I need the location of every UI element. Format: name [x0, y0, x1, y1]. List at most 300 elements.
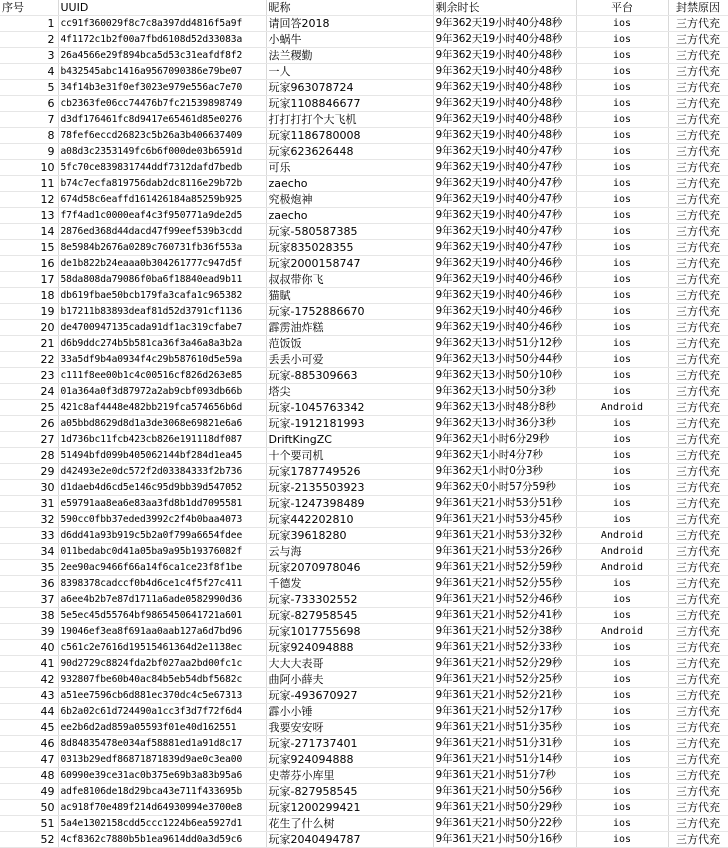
cell-no[interactable]: 2 — [0, 32, 58, 48]
cell-reason[interactable]: 三方代充 — [668, 80, 728, 96]
cell-nickname[interactable]: 究极炮神 — [266, 192, 433, 208]
cell-no[interactable]: 10 — [0, 160, 58, 176]
cell-platform[interactable]: ios — [576, 16, 668, 32]
cell-no[interactable]: 25 — [0, 400, 58, 416]
cell-no[interactable]: 5 — [0, 80, 58, 96]
cell-nickname[interactable]: 玩家-1912181993 — [266, 416, 433, 432]
cell-remaining[interactable]: 9年361天21小时52分38秒 — [433, 624, 576, 640]
cell-platform[interactable]: ios — [576, 416, 668, 432]
cell-uuid[interactable]: f7f4ad1c0000eaf4c3f950771a9de2d5 — [58, 208, 266, 224]
cell-uuid[interactable]: 1d736bc11fcb423cb826e191118df087 — [58, 432, 266, 448]
cell-no[interactable]: 49 — [0, 784, 58, 800]
cell-uuid[interactable]: de1b822b24eaaa0b304261777c947d5f — [58, 256, 266, 272]
cell-reason[interactable]: 三方代充 — [668, 304, 728, 320]
cell-reason[interactable]: 三方代充 — [668, 672, 728, 688]
cell-remaining[interactable]: 9年362天19小时40分47秒 — [433, 240, 576, 256]
cell-remaining[interactable]: 9年361天21小时51分7秒 — [433, 768, 576, 784]
cell-reason[interactable]: 三方代充 — [668, 400, 728, 416]
cell-nickname[interactable]: 玩家-827958545 — [266, 608, 433, 624]
cell-remaining[interactable]: 9年361天21小时51分35秒 — [433, 720, 576, 736]
cell-uuid[interactable]: 4f1172c1b2f00a7fbd6108d52d33083a — [58, 32, 266, 48]
cell-platform[interactable]: ios — [576, 192, 668, 208]
cell-platform[interactable]: ios — [576, 432, 668, 448]
cell-uuid[interactable]: e59791aa8ea6e83aa3fd8b1dd7095581 — [58, 496, 266, 512]
cell-remaining[interactable]: 9年362天0小时57分59秒 — [433, 480, 576, 496]
cell-uuid[interactable]: 19046ef3ea8f691aa0aab127a6d7bd96 — [58, 624, 266, 640]
cell-uuid[interactable]: 33a5df9b4a0934f4c29b587610d5e59a — [58, 352, 266, 368]
cell-no[interactable]: 12 — [0, 192, 58, 208]
cell-no[interactable]: 40 — [0, 640, 58, 656]
cell-reason[interactable]: 三方代充 — [668, 576, 728, 592]
cell-platform[interactable]: Android — [576, 624, 668, 640]
cell-platform[interactable]: ios — [576, 512, 668, 528]
cell-no[interactable]: 43 — [0, 688, 58, 704]
cell-no[interactable]: 16 — [0, 256, 58, 272]
cell-uuid[interactable]: 421c8af4448e482bb219fca574656b6d — [58, 400, 266, 416]
cell-no[interactable]: 26 — [0, 416, 58, 432]
cell-uuid[interactable]: 90d2729c8824fda2bf027aa2bd00fc1c — [58, 656, 266, 672]
header-reason[interactable]: 封禁原因 — [668, 0, 728, 16]
cell-uuid[interactable]: 58da808da79086f0ba6f18840ead9b11 — [58, 272, 266, 288]
cell-remaining[interactable]: 9年362天19小时40分46秒 — [433, 256, 576, 272]
cell-no[interactable]: 39 — [0, 624, 58, 640]
cell-reason[interactable]: 三方代充 — [668, 256, 728, 272]
cell-uuid[interactable]: b17211b83893deaf81d52d3791cf1136 — [58, 304, 266, 320]
cell-no[interactable]: 23 — [0, 368, 58, 384]
cell-platform[interactable]: ios — [576, 112, 668, 128]
cell-nickname[interactable]: zaecho — [266, 176, 433, 192]
cell-no[interactable]: 35 — [0, 560, 58, 576]
cell-platform[interactable]: ios — [576, 384, 668, 400]
cell-remaining[interactable]: 9年362天19小时40分47秒 — [433, 176, 576, 192]
cell-nickname[interactable]: 可乐 — [266, 160, 433, 176]
cell-no[interactable]: 52 — [0, 832, 58, 848]
cell-no[interactable]: 21 — [0, 336, 58, 352]
cell-reason[interactable]: 三方代充 — [668, 416, 728, 432]
cell-platform[interactable]: Android — [576, 400, 668, 416]
cell-platform[interactable]: ios — [576, 672, 668, 688]
cell-nickname[interactable]: 花生了什么树 — [266, 816, 433, 832]
cell-no[interactable]: 27 — [0, 432, 58, 448]
cell-platform[interactable]: ios — [576, 160, 668, 176]
cell-reason[interactable]: 三方代充 — [668, 608, 728, 624]
cell-remaining[interactable]: 9年362天19小时40分46秒 — [433, 304, 576, 320]
cell-reason[interactable]: 三方代充 — [668, 224, 728, 240]
cell-uuid[interactable]: 51494bfd099b405062144bf284d1ea45 — [58, 448, 266, 464]
cell-uuid[interactable]: ac918f70e489f214d64930994e3700e8 — [58, 800, 266, 816]
cell-reason[interactable]: 三方代充 — [668, 208, 728, 224]
cell-nickname[interactable]: 玩家924094888 — [266, 640, 433, 656]
cell-platform[interactable]: ios — [576, 80, 668, 96]
cell-remaining[interactable]: 9年361天21小时52分17秒 — [433, 704, 576, 720]
cell-reason[interactable]: 三方代充 — [668, 704, 728, 720]
cell-nickname[interactable]: 玩家1186780008 — [266, 128, 433, 144]
cell-nickname[interactable]: 范饭饭 — [266, 336, 433, 352]
cell-nickname[interactable]: 玩家1787749526 — [266, 464, 433, 480]
cell-nickname[interactable]: 玩家2070978046 — [266, 560, 433, 576]
cell-remaining[interactable]: 9年361天21小时52分29秒 — [433, 656, 576, 672]
cell-remaining[interactable]: 9年362天19小时40分48秒 — [433, 96, 576, 112]
cell-reason[interactable]: 三方代充 — [668, 112, 728, 128]
cell-remaining[interactable]: 9年361天21小时53分45秒 — [433, 512, 576, 528]
cell-uuid[interactable]: 8398378cadccf0b4d6ce1c4f5f27c411 — [58, 576, 266, 592]
cell-platform[interactable]: ios — [576, 608, 668, 624]
cell-nickname[interactable]: 玩家-2135503923 — [266, 480, 433, 496]
cell-no[interactable]: 34 — [0, 544, 58, 560]
cell-remaining[interactable]: 9年362天19小时40分48秒 — [433, 16, 576, 32]
cell-reason[interactable]: 三方代充 — [668, 816, 728, 832]
cell-uuid[interactable]: a51ee7596cb6d881ec370dc4c5e67313 — [58, 688, 266, 704]
cell-platform[interactable]: ios — [576, 128, 668, 144]
header-no[interactable]: 序号 — [0, 0, 58, 16]
cell-remaining[interactable]: 9年362天13小时50分44秒 — [433, 352, 576, 368]
cell-nickname[interactable]: 玩家-1752886670 — [266, 304, 433, 320]
cell-no[interactable]: 3 — [0, 48, 58, 64]
cell-remaining[interactable]: 9年361天21小时50分56秒 — [433, 784, 576, 800]
cell-uuid[interactable]: b74c7ecfa819756dab2dc8116e29b72b — [58, 176, 266, 192]
cell-remaining[interactable]: 9年362天19小时40分48秒 — [433, 112, 576, 128]
cell-nickname[interactable]: 玩家1200299421 — [266, 800, 433, 816]
cell-nickname[interactable]: 玩家2040494787 — [266, 832, 433, 848]
cell-nickname[interactable]: 玩家623626448 — [266, 144, 433, 160]
cell-nickname[interactable]: 玩家2000158747 — [266, 256, 433, 272]
cell-nickname[interactable]: 玩家-1247398489 — [266, 496, 433, 512]
cell-platform[interactable]: ios — [576, 336, 668, 352]
cell-no[interactable]: 37 — [0, 592, 58, 608]
cell-platform[interactable]: ios — [576, 640, 668, 656]
cell-platform[interactable]: ios — [576, 752, 668, 768]
cell-uuid[interactable]: 674d58c6eaffd161426184a85259b925 — [58, 192, 266, 208]
cell-platform[interactable]: ios — [576, 224, 668, 240]
cell-platform[interactable]: ios — [576, 320, 668, 336]
cell-platform[interactable]: ios — [576, 496, 668, 512]
cell-no[interactable]: 24 — [0, 384, 58, 400]
cell-reason[interactable]: 三方代充 — [668, 48, 728, 64]
cell-reason[interactable]: 三方代充 — [668, 448, 728, 464]
cell-reason[interactable]: 三方代充 — [668, 352, 728, 368]
cell-remaining[interactable]: 9年362天19小时40分48秒 — [433, 80, 576, 96]
cell-remaining[interactable]: 9年361天21小时52分25秒 — [433, 672, 576, 688]
cell-reason[interactable]: 三方代充 — [668, 32, 728, 48]
cell-nickname[interactable]: 玩家39618280 — [266, 528, 433, 544]
cell-no[interactable]: 15 — [0, 240, 58, 256]
cell-no[interactable]: 44 — [0, 704, 58, 720]
cell-reason[interactable]: 三方代充 — [668, 544, 728, 560]
cell-remaining[interactable]: 9年362天19小时40分46秒 — [433, 288, 576, 304]
cell-uuid[interactable]: 8d84835478e034af58881ed1a91d8c17 — [58, 736, 266, 752]
cell-remaining[interactable]: 9年361天21小时51分14秒 — [433, 752, 576, 768]
cell-reason[interactable]: 三方代充 — [668, 16, 728, 32]
cell-remaining[interactable]: 9年362天19小时40分48秒 — [433, 128, 576, 144]
cell-platform[interactable]: ios — [576, 48, 668, 64]
header-nickname[interactable]: 昵称 — [266, 0, 433, 16]
cell-nickname[interactable]: 小蜗牛 — [266, 32, 433, 48]
cell-no[interactable]: 46 — [0, 736, 58, 752]
cell-reason[interactable]: 三方代充 — [668, 592, 728, 608]
cell-uuid[interactable]: cc91f360029f8c7c8a397dd4816f5a9f — [58, 16, 266, 32]
cell-platform[interactable]: ios — [576, 176, 668, 192]
cell-reason[interactable]: 三方代充 — [668, 656, 728, 672]
cell-no[interactable]: 28 — [0, 448, 58, 464]
cell-platform[interactable]: ios — [576, 800, 668, 816]
cell-uuid[interactable]: 60990e39ce31ac0b375e69b3a83b95a6 — [58, 768, 266, 784]
cell-nickname[interactable]: 法兰稷勤 — [266, 48, 433, 64]
cell-nickname[interactable]: 玩家-827958545 — [266, 784, 433, 800]
cell-reason[interactable]: 三方代充 — [668, 688, 728, 704]
cell-nickname[interactable]: 一人 — [266, 64, 433, 80]
cell-reason[interactable]: 三方代充 — [668, 336, 728, 352]
cell-platform[interactable]: ios — [576, 240, 668, 256]
cell-platform[interactable]: ios — [576, 656, 668, 672]
cell-no[interactable]: 9 — [0, 144, 58, 160]
cell-nickname[interactable]: 玩家-885309663 — [266, 368, 433, 384]
cell-uuid[interactable]: d3df176461fc8d9417e65461d85e0276 — [58, 112, 266, 128]
cell-remaining[interactable]: 9年361天21小时52分41秒 — [433, 608, 576, 624]
cell-no[interactable]: 42 — [0, 672, 58, 688]
cell-uuid[interactable]: 932807fbe60b40ac84b5eb54dbf5682c — [58, 672, 266, 688]
cell-remaining[interactable]: 9年362天19小时40分48秒 — [433, 64, 576, 80]
cell-remaining[interactable]: 9年362天13小时50分3秒 — [433, 384, 576, 400]
cell-reason[interactable]: 三方代充 — [668, 768, 728, 784]
cell-uuid[interactable]: 8e5984b2676a0289c760731fb36f553a — [58, 240, 266, 256]
cell-nickname[interactable]: 玩家-733302552 — [266, 592, 433, 608]
cell-uuid[interactable]: a08d3c2353149fc6b6f000de03b6591d — [58, 144, 266, 160]
cell-remaining[interactable]: 9年362天19小时40分47秒 — [433, 160, 576, 176]
cell-platform[interactable]: ios — [576, 32, 668, 48]
cell-no[interactable]: 48 — [0, 768, 58, 784]
cell-nickname[interactable]: 打打打打个大飞机 — [266, 112, 433, 128]
cell-no[interactable]: 22 — [0, 352, 58, 368]
cell-no[interactable]: 19 — [0, 304, 58, 320]
cell-nickname[interactable]: 猫賦 — [266, 288, 433, 304]
cell-nickname[interactable]: 玩家-271737401 — [266, 736, 433, 752]
cell-uuid[interactable]: b432545abc1416a9567090386e79be07 — [58, 64, 266, 80]
cell-remaining[interactable]: 9年362天13小时36分3秒 — [433, 416, 576, 432]
cell-no[interactable]: 4 — [0, 64, 58, 80]
cell-reason[interactable]: 三方代充 — [668, 320, 728, 336]
cell-nickname[interactable]: 玩家1108846677 — [266, 96, 433, 112]
cell-platform[interactable]: ios — [576, 592, 668, 608]
cell-platform[interactable]: ios — [576, 464, 668, 480]
cell-uuid[interactable]: 5a4e1302158cdd5ccc1224b6ea5927d1 — [58, 816, 266, 832]
cell-uuid[interactable]: ee2b6d2ad859a05593f01e40d162551 — [58, 720, 266, 736]
cell-nickname[interactable]: 曲阿小薛夫 — [266, 672, 433, 688]
cell-uuid[interactable]: d6dd41a93b919c5b2a0f799a6654fdee — [58, 528, 266, 544]
cell-uuid[interactable]: 6b2a02c61d724490a1cc3f3d7f72f6d4 — [58, 704, 266, 720]
cell-nickname[interactable]: 玩家924094888 — [266, 752, 433, 768]
cell-reason[interactable]: 三方代充 — [668, 384, 728, 400]
cell-remaining[interactable]: 9年361天21小时52分55秒 — [433, 576, 576, 592]
cell-no[interactable]: 30 — [0, 480, 58, 496]
cell-nickname[interactable]: 请回答2018 — [266, 16, 433, 32]
cell-no[interactable]: 13 — [0, 208, 58, 224]
cell-uuid[interactable]: 5fc70ce839831744ddf7312dafd7bedb — [58, 160, 266, 176]
cell-no[interactable]: 18 — [0, 288, 58, 304]
cell-uuid[interactable]: 011bedabc0d41a05ba9a95b19376082f — [58, 544, 266, 560]
cell-platform[interactable]: Android — [576, 544, 668, 560]
cell-remaining[interactable]: 9年362天19小时40分46秒 — [433, 272, 576, 288]
cell-nickname[interactable]: 霹小小锤 — [266, 704, 433, 720]
cell-remaining[interactable]: 9年361天21小时53分32秒 — [433, 528, 576, 544]
cell-reason[interactable]: 三方代充 — [668, 64, 728, 80]
cell-uuid[interactable]: a6ee4b2b7e87d1711a6ade0582990d36 — [58, 592, 266, 608]
cell-uuid[interactable]: adfe8106de18d29bca43e711f433695b — [58, 784, 266, 800]
cell-remaining[interactable]: 9年362天13小时51分12秒 — [433, 336, 576, 352]
cell-reason[interactable]: 三方代充 — [668, 800, 728, 816]
cell-platform[interactable]: ios — [576, 704, 668, 720]
cell-remaining[interactable]: 9年362天19小时40分47秒 — [433, 144, 576, 160]
cell-remaining[interactable]: 9年362天13小时50分10秒 — [433, 368, 576, 384]
cell-platform[interactable]: ios — [576, 784, 668, 800]
cell-reason[interactable]: 三方代充 — [668, 832, 728, 848]
cell-reason[interactable]: 三方代充 — [668, 432, 728, 448]
cell-platform[interactable]: ios — [576, 832, 668, 848]
cell-reason[interactable]: 三方代充 — [668, 784, 728, 800]
cell-remaining[interactable]: 9年361天21小时52分33秒 — [433, 640, 576, 656]
cell-nickname[interactable]: 千德发 — [266, 576, 433, 592]
cell-platform[interactable]: ios — [576, 448, 668, 464]
cell-remaining[interactable]: 9年361天21小时50分16秒 — [433, 832, 576, 848]
cell-no[interactable]: 7 — [0, 112, 58, 128]
cell-nickname[interactable]: 玩家-580587385 — [266, 224, 433, 240]
cell-uuid[interactable]: 26a4566e29f894bca5d53c31eafdf8f2 — [58, 48, 266, 64]
cell-nickname[interactable]: 玩家1017755698 — [266, 624, 433, 640]
cell-nickname[interactable]: DriftKingZC — [266, 432, 433, 448]
cell-remaining[interactable]: 9年361天21小时53分26秒 — [433, 544, 576, 560]
cell-platform[interactable]: Android — [576, 528, 668, 544]
cell-no[interactable]: 32 — [0, 512, 58, 528]
cell-nickname[interactable]: 叔叔带你飞 — [266, 272, 433, 288]
cell-platform[interactable]: ios — [576, 272, 668, 288]
cell-uuid[interactable]: c111f8ee00b1c4c00516cf826d263e85 — [58, 368, 266, 384]
cell-no[interactable]: 41 — [0, 656, 58, 672]
cell-platform[interactable]: ios — [576, 352, 668, 368]
cell-uuid[interactable]: db619fbae50bcb179fa3cafa1c965382 — [58, 288, 266, 304]
cell-reason[interactable]: 三方代充 — [668, 288, 728, 304]
header-uuid[interactable]: UUID — [58, 0, 266, 16]
cell-reason[interactable]: 三方代充 — [668, 720, 728, 736]
cell-platform[interactable]: ios — [576, 576, 668, 592]
cell-reason[interactable]: 三方代充 — [668, 160, 728, 176]
cell-no[interactable]: 29 — [0, 464, 58, 480]
cell-reason[interactable]: 三方代充 — [668, 528, 728, 544]
cell-reason[interactable]: 三方代充 — [668, 464, 728, 480]
cell-platform[interactable]: ios — [576, 768, 668, 784]
cell-no[interactable]: 11 — [0, 176, 58, 192]
cell-remaining[interactable]: 9年362天19小时40分47秒 — [433, 208, 576, 224]
cell-no[interactable]: 14 — [0, 224, 58, 240]
cell-uuid[interactable]: 2876ed368d44dacd47f99eef539b3cdd — [58, 224, 266, 240]
cell-nickname[interactable]: 十个要司机 — [266, 448, 433, 464]
cell-uuid[interactable]: 5e5ec45d55764bf9865450641721a601 — [58, 608, 266, 624]
cell-platform[interactable]: ios — [576, 304, 668, 320]
cell-reason[interactable]: 三方代充 — [668, 640, 728, 656]
cell-remaining[interactable]: 9年361天21小时52分46秒 — [433, 592, 576, 608]
cell-remaining[interactable]: 9年362天19小时40分48秒 — [433, 32, 576, 48]
cell-uuid[interactable]: 01a364a0f3d87972a2ab9cbf093db66b — [58, 384, 266, 400]
cell-reason[interactable]: 三方代充 — [668, 752, 728, 768]
cell-reason[interactable]: 三方代充 — [668, 96, 728, 112]
cell-remaining[interactable]: 9年361天21小时50分22秒 — [433, 816, 576, 832]
cell-uuid[interactable]: d6b9ddc274b5b581ca36f3a46a8a3b2a — [58, 336, 266, 352]
cell-uuid[interactable]: 2ee90ac9466f66a14f6ca1ce23f8f1be — [58, 560, 266, 576]
cell-no[interactable]: 36 — [0, 576, 58, 592]
cell-nickname[interactable]: 丢丢小可爱 — [266, 352, 433, 368]
cell-platform[interactable]: ios — [576, 288, 668, 304]
cell-reason[interactable]: 三方代充 — [668, 560, 728, 576]
cell-uuid[interactable]: 34f14b3e31f0ef3023e979e556ac7e70 — [58, 80, 266, 96]
header-platform[interactable]: 平台 — [576, 0, 668, 16]
cell-remaining[interactable]: 9年362天1小时0分3秒 — [433, 464, 576, 480]
cell-no[interactable]: 8 — [0, 128, 58, 144]
cell-remaining[interactable]: 9年362天13小时48分8秒 — [433, 400, 576, 416]
cell-uuid[interactable]: d1daeb4d6cd5e146c95d9bb39d547052 — [58, 480, 266, 496]
cell-remaining[interactable]: 9年361天21小时50分29秒 — [433, 800, 576, 816]
cell-reason[interactable]: 三方代充 — [668, 736, 728, 752]
cell-platform[interactable]: Android — [576, 560, 668, 576]
cell-uuid[interactable]: de4700947135cada91df1ac319cfabe7 — [58, 320, 266, 336]
cell-remaining[interactable]: 9年361天21小时53分51秒 — [433, 496, 576, 512]
cell-no[interactable]: 47 — [0, 752, 58, 768]
cell-platform[interactable]: ios — [576, 368, 668, 384]
cell-platform[interactable]: ios — [576, 64, 668, 80]
cell-platform[interactable]: ios — [576, 208, 668, 224]
cell-uuid[interactable]: 0313b29edf86871871839d9ae0c3ea00 — [58, 752, 266, 768]
cell-nickname[interactable]: 玩家-493670927 — [266, 688, 433, 704]
cell-remaining[interactable]: 9年362天1小时4分7秒 — [433, 448, 576, 464]
cell-platform[interactable]: ios — [576, 480, 668, 496]
cell-no[interactable]: 17 — [0, 272, 58, 288]
cell-reason[interactable]: 三方代充 — [668, 176, 728, 192]
cell-no[interactable]: 6 — [0, 96, 58, 112]
cell-reason[interactable]: 三方代充 — [668, 144, 728, 160]
header-remaining[interactable]: 剩余时长 — [433, 0, 576, 16]
cell-reason[interactable]: 三方代充 — [668, 496, 728, 512]
cell-no[interactable]: 45 — [0, 720, 58, 736]
cell-reason[interactable]: 三方代充 — [668, 624, 728, 640]
cell-reason[interactable]: 三方代充 — [668, 512, 728, 528]
cell-nickname[interactable]: 云与海 — [266, 544, 433, 560]
cell-no[interactable]: 20 — [0, 320, 58, 336]
cell-nickname[interactable]: 玩家442202810 — [266, 512, 433, 528]
cell-uuid[interactable]: a05bbd8629d8d1a3de3068e69821e6a6 — [58, 416, 266, 432]
cell-reason[interactable]: 三方代充 — [668, 128, 728, 144]
cell-remaining[interactable]: 9年362天1小时6分29秒 — [433, 432, 576, 448]
cell-no[interactable]: 50 — [0, 800, 58, 816]
cell-reason[interactable]: 三方代充 — [668, 240, 728, 256]
cell-remaining[interactable]: 9年361天21小时52分59秒 — [433, 560, 576, 576]
cell-uuid[interactable]: c561c2e7616d19515461364d2e1138ec — [58, 640, 266, 656]
cell-remaining[interactable]: 9年362天19小时40分47秒 — [433, 224, 576, 240]
cell-uuid[interactable]: cb2363fe06cc74476b7fc21539898749 — [58, 96, 266, 112]
cell-nickname[interactable]: 玩家835028355 — [266, 240, 433, 256]
cell-platform[interactable]: ios — [576, 816, 668, 832]
cell-uuid[interactable]: 78fef6eccd26823c5b26a3b406637409 — [58, 128, 266, 144]
cell-no[interactable]: 31 — [0, 496, 58, 512]
cell-no[interactable]: 51 — [0, 816, 58, 832]
cell-platform[interactable]: ios — [576, 736, 668, 752]
cell-nickname[interactable]: 霹雳油炸糕 — [266, 320, 433, 336]
cell-platform[interactable]: ios — [576, 688, 668, 704]
cell-remaining[interactable]: 9年361天21小时52分21秒 — [433, 688, 576, 704]
cell-remaining[interactable]: 9年362天19小时40分46秒 — [433, 320, 576, 336]
cell-uuid[interactable]: 4cf8362c7880b5b1ea9614dd0a3d59c6 — [58, 832, 266, 848]
cell-nickname[interactable]: 我要安安呀 — [266, 720, 433, 736]
cell-nickname[interactable]: 史蒂芬小库里 — [266, 768, 433, 784]
cell-no[interactable]: 38 — [0, 608, 58, 624]
cell-remaining[interactable]: 9年361天21小时51分31秒 — [433, 736, 576, 752]
cell-uuid[interactable]: d42493e2e0dc572f2d03384333f2b736 — [58, 464, 266, 480]
